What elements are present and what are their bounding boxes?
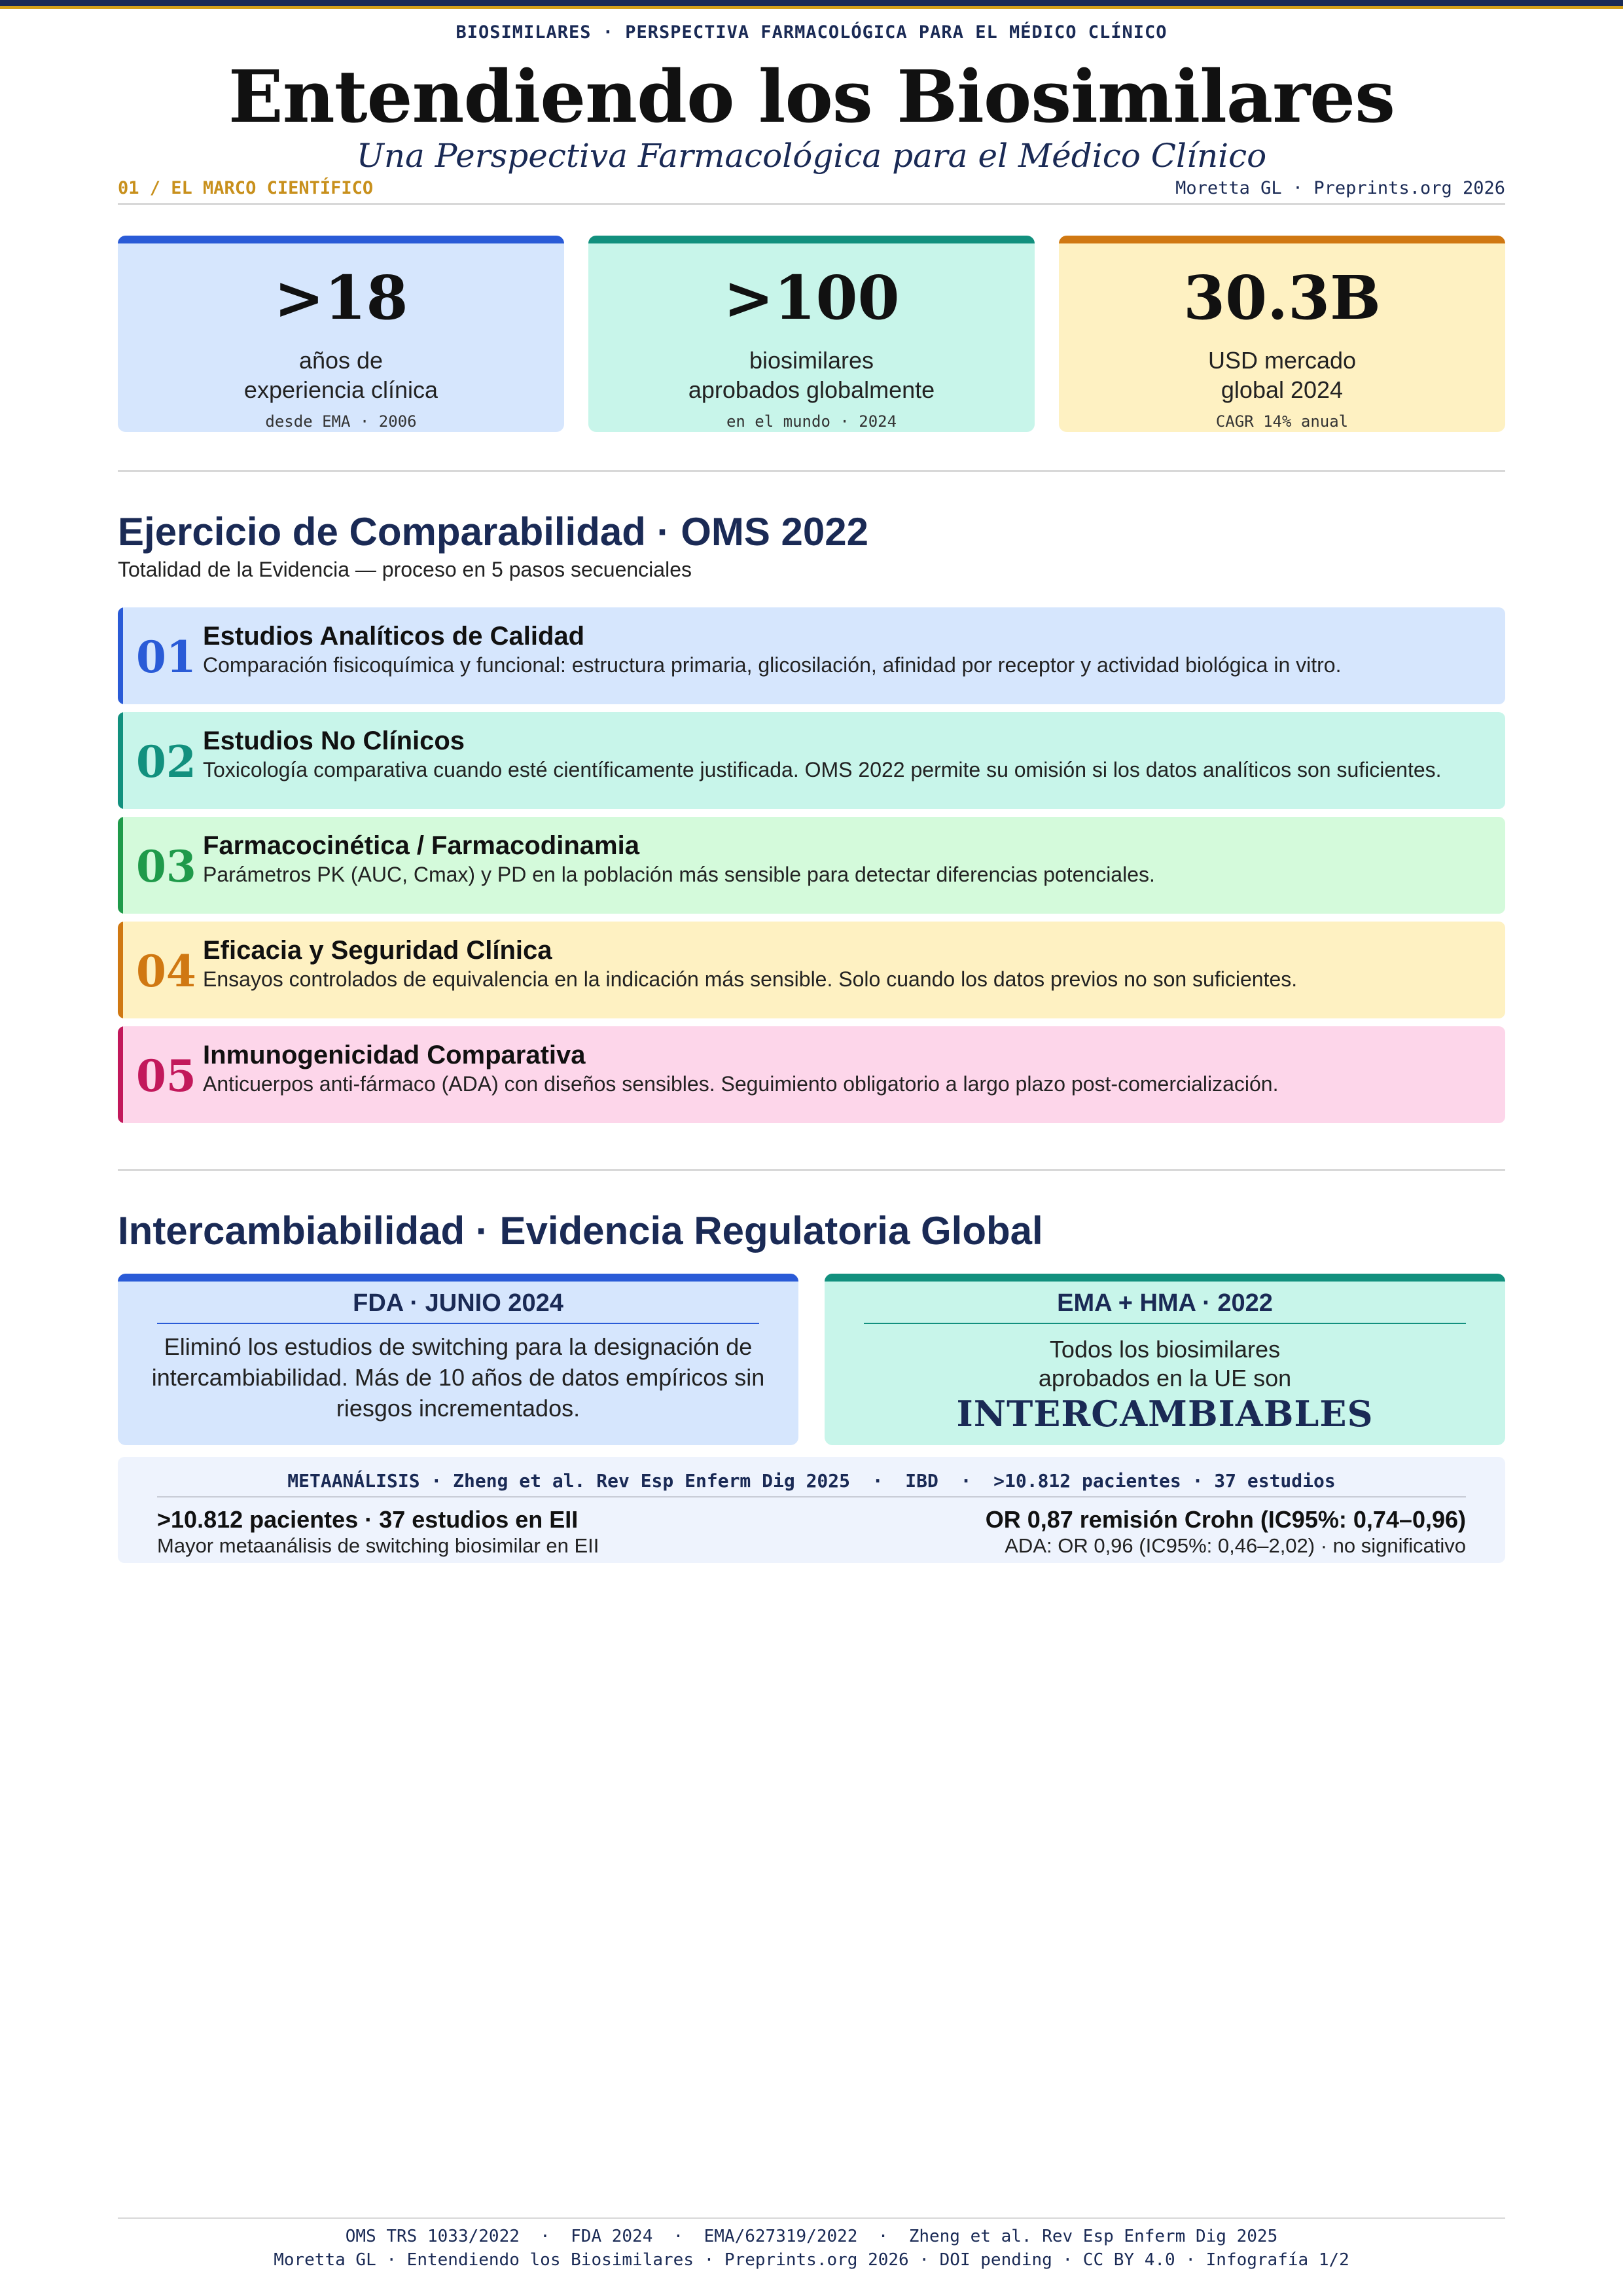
ema-card — [825, 1274, 1505, 1445]
footer-credits: Moretta GL · Entendiendo los Biosimilares · Preprints.org 2026 · DOI pending · CC BY 4.0 · Infografía 1/2 — [274, 2250, 1349, 2270]
fda-body-line: riesgos incrementados. — [336, 1395, 580, 1422]
step-title: Estudios No Clínicos — [203, 726, 465, 755]
step-description: Anticuerpos anti-fármaco (ADA) con diseños sensibles. Seguimiento obligatorio a largo plazo post-comercialización. — [203, 1072, 1279, 1096]
step-number: 01 — [136, 632, 196, 683]
ema-body — [851, 1335, 1479, 1393]
section-divider — [118, 1169, 1505, 1171]
step-edge — [118, 1026, 123, 1123]
stat-card-accent — [1059, 236, 1505, 243]
ema-body-line: aprobados en la UE son — [1038, 1365, 1292, 1391]
stat-label — [1059, 346, 1505, 404]
stat-label-line: experiencia clínica — [243, 376, 438, 403]
stat-note: en el mundo · 2024 — [726, 412, 897, 431]
step-description: Comparación fisicoquímica y funcional: estructura primaria, glicosilación, afinidad por receptor y actividad biológica in vitro. — [203, 653, 1342, 677]
meta-right-bold: OR 0,87 remisión Crohn (IC95%: 0,74–0,96) — [985, 1506, 1466, 1533]
step-title: Eficacia y Seguridad Clínica — [203, 936, 552, 965]
stat-value: >100 — [723, 262, 900, 333]
stat-card — [1059, 236, 1505, 432]
meta-right-sub: ADA: OR 0,96 (IC95%: 0,46–2,02) · no significativo — [1005, 1534, 1466, 1557]
section-tag: 01 / EL MARCO CIENTÍFICO — [118, 178, 374, 198]
meta-heading: METAANÁLISIS · Zheng et al. Rev Esp Enferm Dig 2025 · IBD · >10.812 pacientes · 37 estudios — [287, 1470, 1336, 1492]
step-title: Farmacocinética / Farmacodinamia — [203, 831, 639, 860]
ema-card-accent — [825, 1274, 1505, 1282]
stat-label-line: biosimilares — [749, 347, 874, 374]
meta-left-bold: >10.812 pacientes · 37 estudios en EII — [157, 1506, 579, 1533]
process-step — [118, 712, 1505, 809]
stat-note: CAGR 14% anual — [1215, 412, 1349, 431]
footer-divider — [118, 2217, 1505, 2219]
process-step — [118, 1026, 1505, 1123]
meta-left-sub: Mayor metaanálisis de switching biosimilar en EII — [157, 1534, 599, 1557]
comparability-subtitle: Totalidad de la Evidencia — proceso en 5 pasos secuenciales — [118, 558, 692, 581]
supertitle: BIOSIMILARES · PERSPECTIVA FARMACOLÓGICA PARA EL MÉDICO CLÍNICO — [455, 22, 1168, 43]
fda-card — [118, 1274, 798, 1445]
fda-body — [144, 1331, 772, 1424]
top-gold-stripe — [0, 6, 1623, 9]
stat-card-accent — [588, 236, 1035, 243]
step-number: 03 — [136, 841, 196, 892]
stat-label — [588, 346, 1035, 404]
step-number: 04 — [136, 946, 196, 997]
header-divider — [118, 203, 1505, 205]
stat-card — [118, 236, 564, 432]
stat-label-line: USD mercado — [1207, 347, 1357, 374]
page-title: Entendiendo los Biosimilares — [228, 54, 1395, 139]
author-tag: Moretta GL · Preprints.org 2026 — [1175, 178, 1505, 198]
fda-card-accent — [118, 1274, 798, 1282]
step-title: Estudios Analíticos de Calidad — [203, 622, 585, 651]
interchangeability-heading: Intercambiabilidad · Evidencia Regulatoria Global — [118, 1209, 1043, 1253]
comparability-heading: Ejercicio de Comparabilidad · OMS 2022 — [118, 510, 869, 554]
meta-divider — [157, 1496, 1466, 1498]
ema-heading: EMA + HMA · 2022 — [864, 1289, 1466, 1324]
stat-label-line: aprobados globalmente — [688, 376, 935, 403]
meta-analysis-box — [118, 1457, 1505, 1563]
step-edge — [118, 607, 123, 704]
step-description: Parámetros PK (AUC, Cmax) y PD en la población más sensible para detectar diferencias potenciales. — [203, 863, 1155, 886]
stat-value: >18 — [274, 262, 408, 333]
stat-card-accent — [118, 236, 564, 243]
step-description: Ensayos controlados de equivalencia en la indicación más sensible. Solo cuando los datos previos no son suficientes. — [203, 967, 1298, 991]
process-step — [118, 607, 1505, 704]
step-title: Inmunogenicidad Comparativa — [203, 1041, 586, 1069]
stat-value: 30.3B — [1183, 262, 1381, 333]
step-description: Toxicología comparativa cuando esté científicamente justificada. OMS 2022 permite su omisión si los datos analíticos son suficientes. — [203, 758, 1442, 781]
section-divider — [118, 470, 1505, 472]
step-number: 02 — [136, 736, 196, 787]
stat-note: desde EMA · 2006 — [265, 412, 417, 431]
process-step — [118, 817, 1505, 914]
footer-references: OMS TRS 1033/2022 · FDA 2024 · EMA/627319/2022 · Zheng et al. Rev Esp Enferm Dig 2025 — [345, 2227, 1278, 2246]
step-edge — [118, 712, 123, 809]
fda-body-line: Eliminó los estudios de switching para la designación de — [164, 1333, 753, 1360]
page-subtitle: Una Perspectiva Farmacológica para el Médico Clínico — [356, 137, 1267, 175]
fda-body-line: intercambiabilidad. Más de 10 años de datos empíricos sin — [151, 1364, 765, 1391]
stat-label-line: global 2024 — [1221, 376, 1344, 403]
ema-body-line: Todos los biosimilares — [1049, 1336, 1281, 1363]
stat-label-line: años de — [298, 347, 383, 374]
step-number: 05 — [136, 1050, 196, 1102]
stat-label — [118, 346, 564, 404]
stat-card — [588, 236, 1035, 432]
fda-heading: FDA · JUNIO 2024 — [157, 1289, 759, 1324]
process-step — [118, 922, 1505, 1018]
step-edge — [118, 922, 123, 1018]
ema-emphasis: INTERCAMBIABLES — [956, 1393, 1374, 1435]
step-edge — [118, 817, 123, 914]
